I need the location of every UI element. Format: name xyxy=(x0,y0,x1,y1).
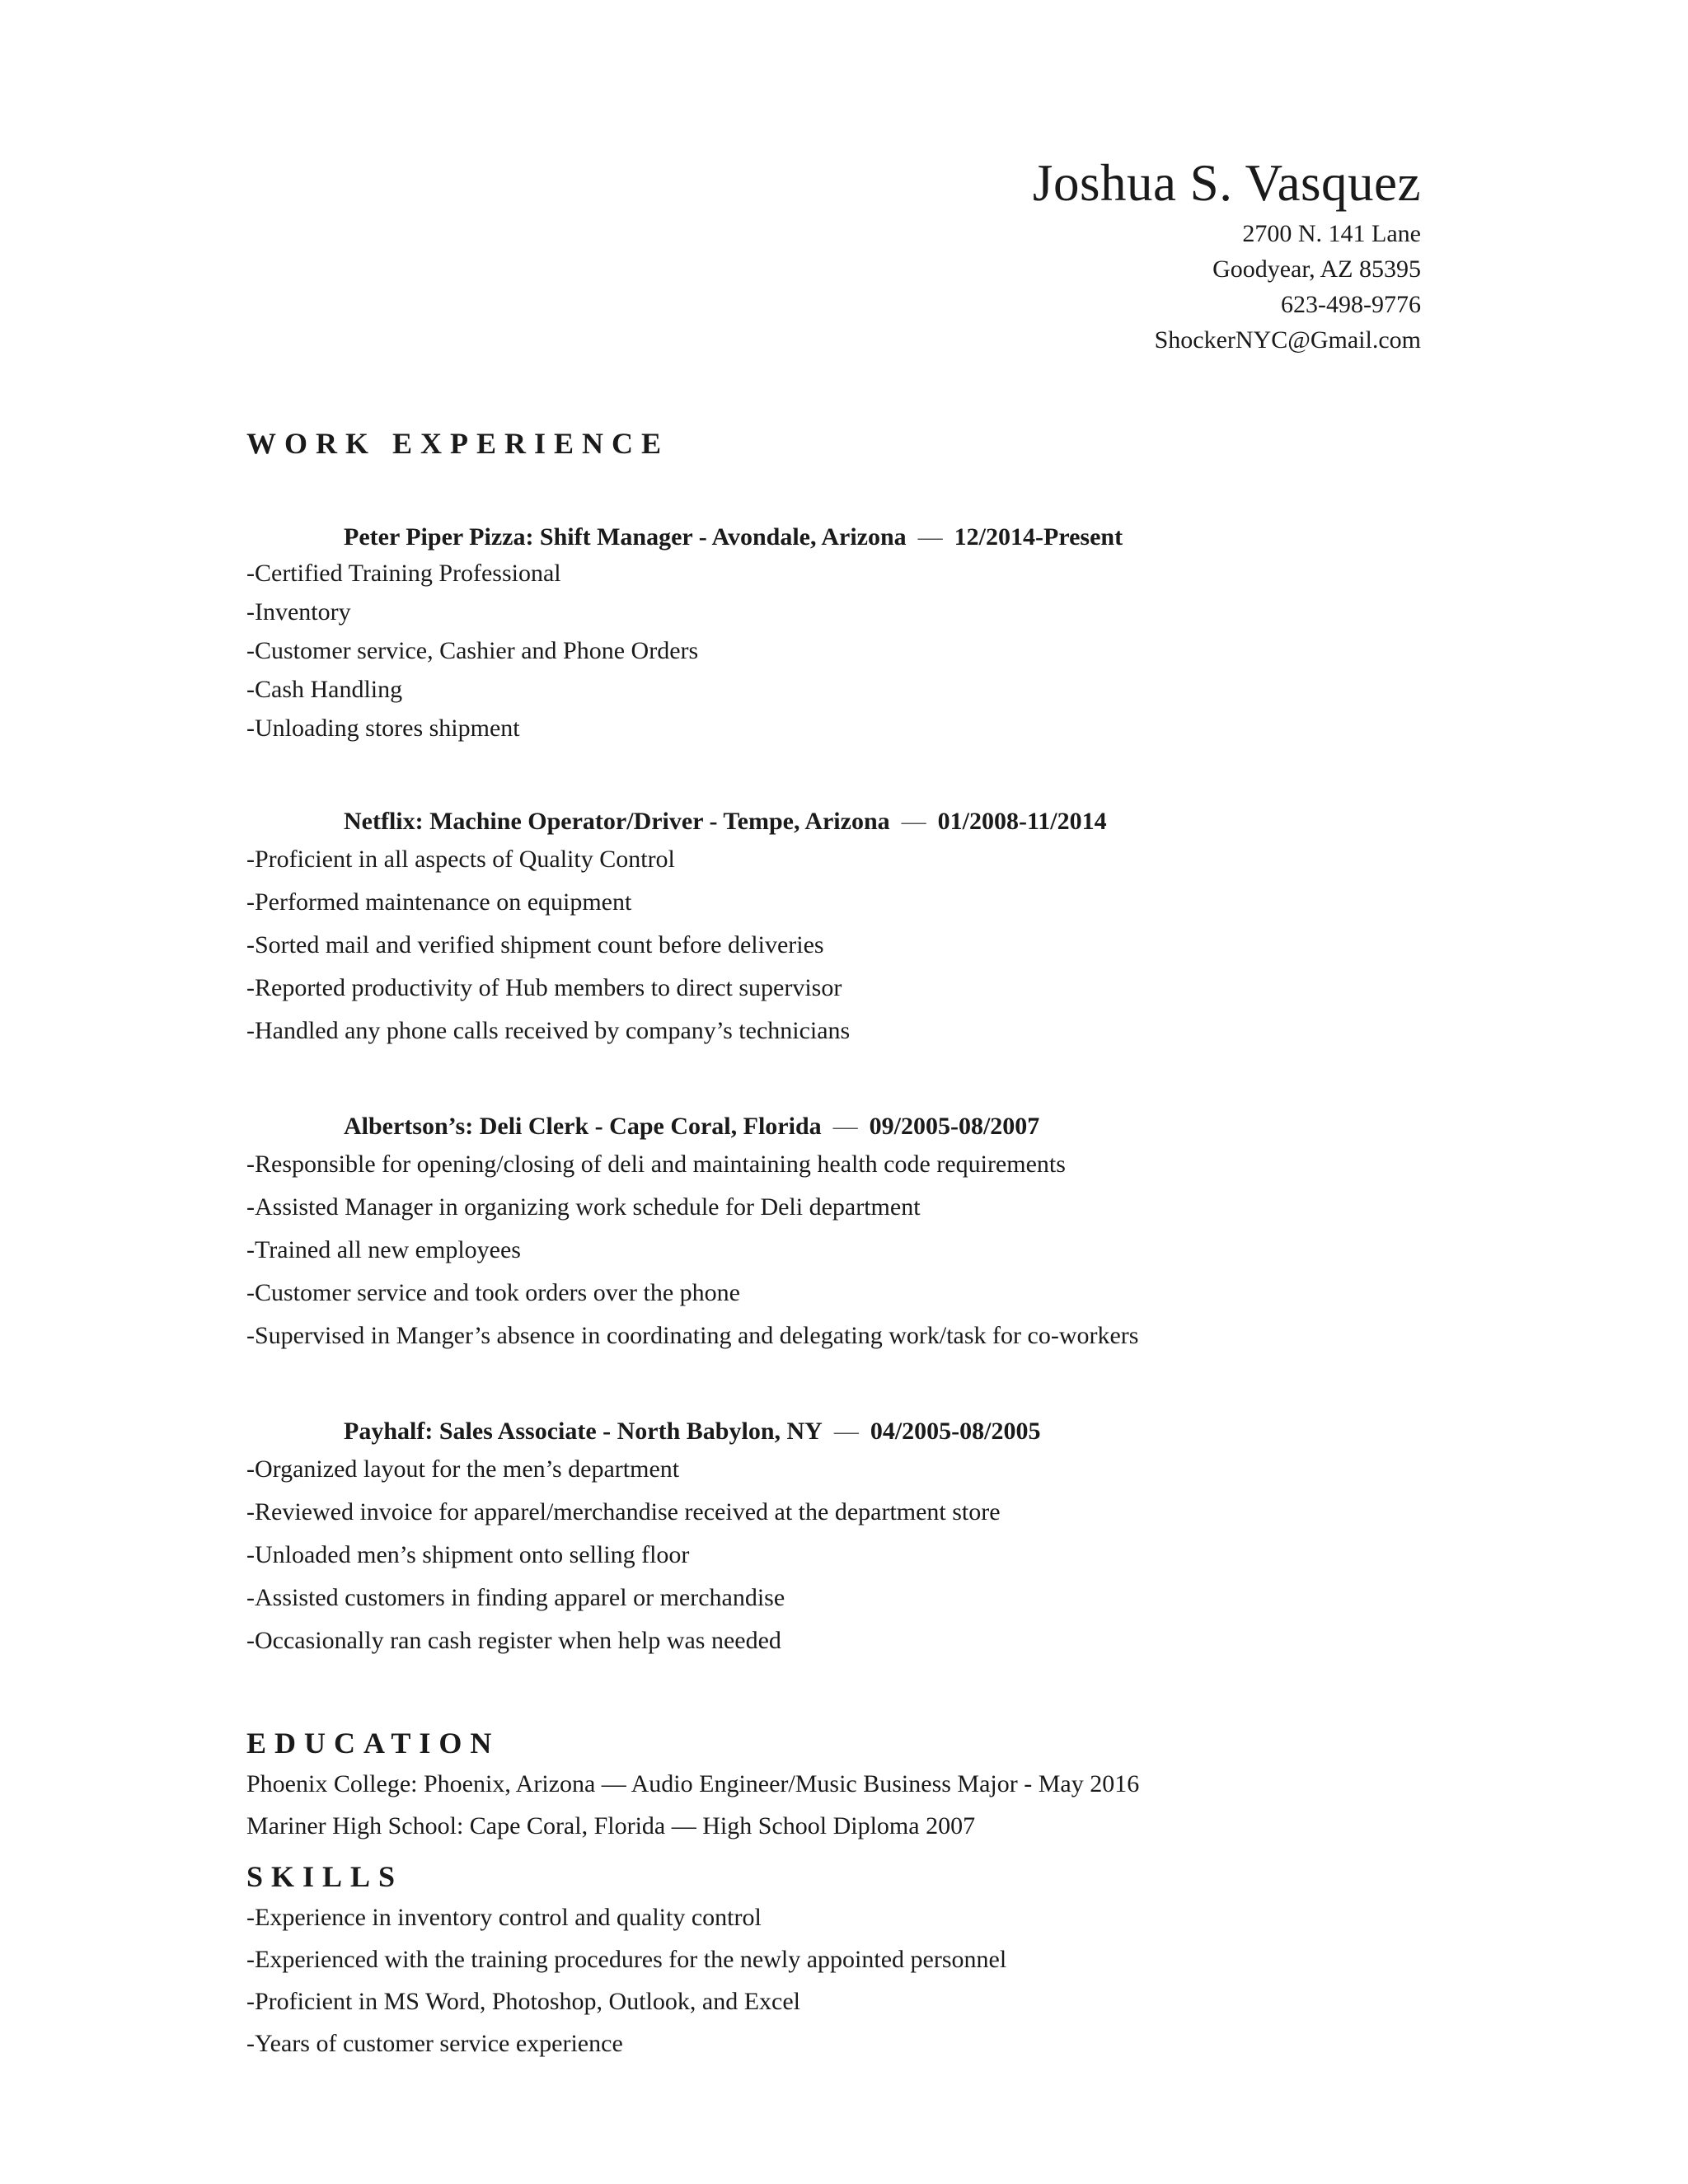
resume-body xyxy=(246,424,1442,2064)
duty-item: -Performed maintenance on equipment xyxy=(246,888,632,916)
skills-section xyxy=(246,1857,1442,2064)
duty-item: -Occasionally ran cash register when help was needed xyxy=(246,1627,781,1654)
job-duties xyxy=(246,1143,1442,1357)
job-heading-text: Albertson’s: Deli Clerk - Cape Coral, Florida xyxy=(344,1113,822,1140)
duty-item: -Assisted customers in finding apparel or merchandise xyxy=(246,1584,785,1611)
job-heading xyxy=(246,521,1442,554)
duty-item: -Customer service, Cashier and Phone Orders xyxy=(246,637,699,664)
em-dash: — xyxy=(832,1113,858,1140)
duty-item: -Certified Training Professional xyxy=(246,560,561,587)
contact-header xyxy=(1033,153,1421,358)
email-address: ShockerNYC@Gmail.com xyxy=(1154,326,1421,354)
job-heading xyxy=(246,1110,1442,1143)
job-duties xyxy=(246,554,1442,748)
duty-item: -Trained all new employees xyxy=(246,1236,521,1263)
phone-number: 623-498-9776 xyxy=(1281,291,1421,318)
job-dates: 04/2005-08/2005 xyxy=(870,1418,1041,1445)
education-entry: Mariner High School: Cape Coral, Florida — High School Diploma 2007 xyxy=(246,1812,976,1840)
duty-item: -Customer service and took orders over the phone xyxy=(246,1279,740,1306)
job-dates: 12/2014-Present xyxy=(954,523,1123,551)
address-line-2: Goodyear, AZ 85395 xyxy=(1212,255,1421,283)
skills-heading: SKILLS xyxy=(246,1860,404,1893)
job-duties xyxy=(246,838,1442,1052)
em-dash: — xyxy=(833,1418,859,1445)
job-heading xyxy=(246,1415,1442,1448)
job-entry xyxy=(246,1415,1442,1662)
job-heading-text: Payhalf: Sales Associate - North Babylon, NY xyxy=(344,1418,823,1445)
duty-item: -Supervised in Manger’s absence in coordinating and delegating work/task for co-workers xyxy=(246,1322,1139,1349)
job-heading-text: Peter Piper Pizza: Shift Manager - Avondale, Arizona xyxy=(344,523,907,551)
job-entry xyxy=(246,1110,1442,1357)
duty-item: -Proficient in all aspects of Quality Control xyxy=(246,846,675,873)
job-duties xyxy=(246,1448,1442,1662)
skill-item: -Years of customer service experience xyxy=(246,2030,623,2057)
applicant-name: Joshua S. Vasquez xyxy=(1032,154,1421,212)
job-entry xyxy=(246,521,1442,748)
skill-item: -Experienced with the training procedures for the newly appointed personnel xyxy=(246,1946,1007,1973)
job-entry xyxy=(246,805,1442,1052)
job-dates: 01/2008-11/2014 xyxy=(937,808,1107,835)
duty-item: -Sorted mail and verified shipment count before deliveries xyxy=(246,931,824,958)
education-section xyxy=(246,1723,1442,1847)
duty-item: -Organized layout for the men’s department xyxy=(246,1455,680,1483)
duty-item: -Unloading stores shipment xyxy=(246,715,520,742)
education-heading: EDUCATION xyxy=(246,1727,500,1760)
em-dash: — xyxy=(917,523,943,551)
job-heading-text: Netflix: Machine Operator/Driver - Tempe, Arizona xyxy=(344,808,890,835)
job-dates: 09/2005-08/2007 xyxy=(869,1113,1040,1140)
address-line-1: 2700 N. 141 Lane xyxy=(1242,220,1421,247)
work-experience-heading: WORK EXPERIENCE xyxy=(246,427,670,460)
skill-item: -Proficient in MS Word, Photoshop, Outlook, and Excel xyxy=(246,1988,800,2015)
duty-item: -Reviewed invoice for apparel/merchandise received at the department store xyxy=(246,1498,1001,1526)
duty-item: -Unloaded men’s shipment onto selling floor xyxy=(246,1541,690,1568)
skill-item: -Experience in inventory control and quality control xyxy=(246,1904,762,1931)
duty-item: -Assisted Manager in organizing work schedule for Deli department xyxy=(246,1193,921,1221)
duty-item: -Cash Handling xyxy=(246,676,403,703)
skills-list xyxy=(246,1896,1442,2064)
education-entry: Phoenix College: Phoenix, Arizona — Audio Engineer/Music Business Major - May 2016 xyxy=(246,1770,1140,1797)
duty-item: -Responsible for opening/closing of deli and maintaining health code requirements xyxy=(246,1151,1066,1178)
job-heading xyxy=(246,805,1442,838)
duty-item: -Reported productivity of Hub members to direct supervisor xyxy=(246,974,842,1001)
duty-item: -Inventory xyxy=(246,598,351,626)
duty-item: -Handled any phone calls received by company’s technicians xyxy=(246,1017,851,1044)
em-dash: — xyxy=(901,808,926,835)
